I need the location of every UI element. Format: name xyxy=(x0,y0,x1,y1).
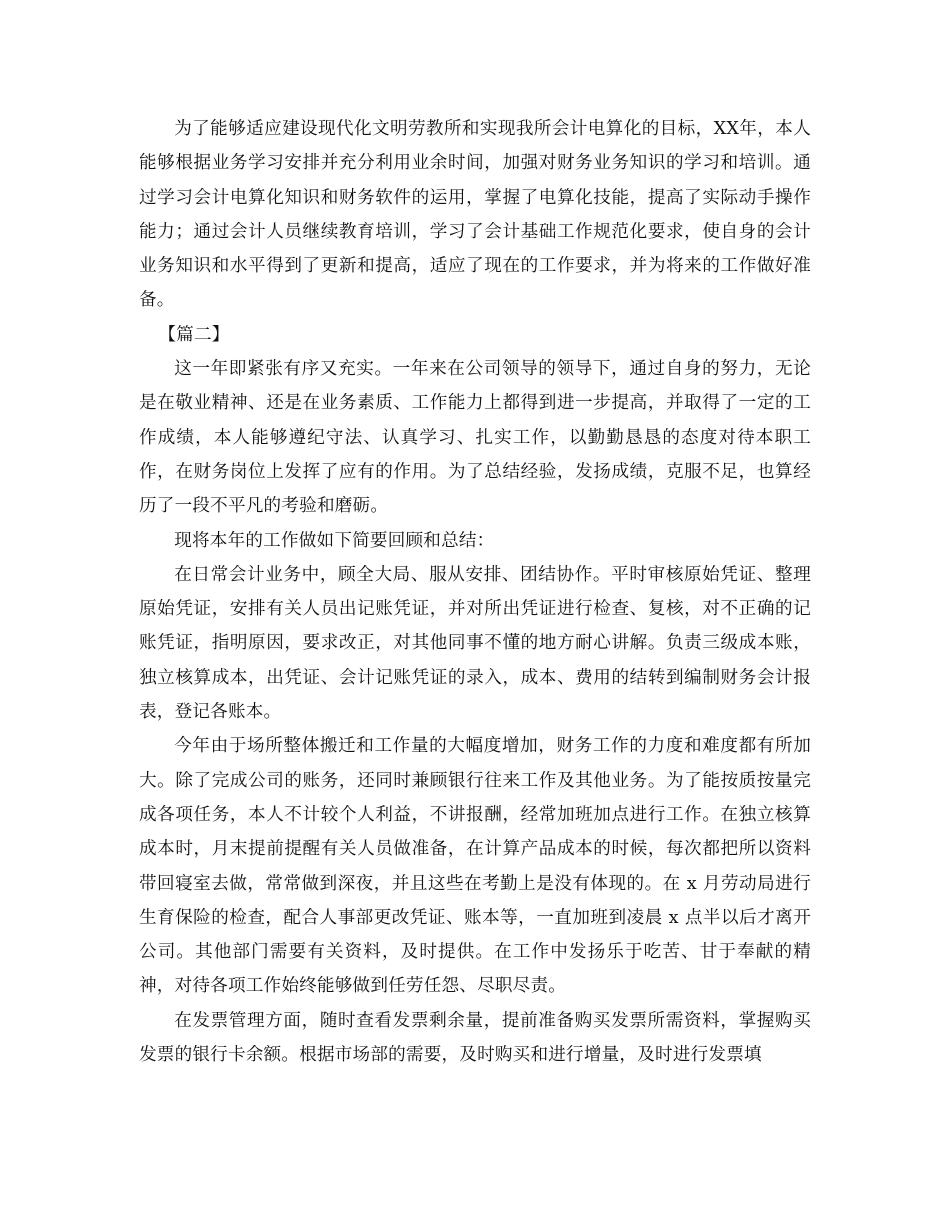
paragraph-year-summary: 这一年即紧张有序又充实。一年来在公司领导的领导下，通过自身的努力，无论是在敬业精神、还是在业务素质、工作能力上都得到进一步提高，并取得了一定的工作成绩，本人能够遵纪守法、认真学习、扎实工作，以勤勤恳恳的态度对待本职工作，在财务岗位上发挥了应有的作用。为了总结经验，发扬成绩，克服不足，也算经历了一段不平凡的考验和磨砺。 xyxy=(139,359,811,517)
paragraph-daily-accounting: 在日常会计业务中，顾全大局、服从安排、团结协作。平时审核原始凭证、整理原始凭证，安排有关人员出记账凭证，并对所出凭证进行检查、复核，对不正确的记账凭证，指明原因，要求改正，对其他同事不懂的地方耐心讲解。负责三级成本账，独立核算成本，出凭证、会计记账凭证的录入，成本、费用的结转到编制财务会计报表，登记各账本。 xyxy=(139,564,811,723)
paragraph-intro: 为了能够适应建设现代化文明劳教所和实现我所会计电算化的目标，XX年，本人能够根据业务学习安排并充分利用业余时间，加强对财务业务知识的学习和培训。通过学习会计电算化知识和财务软件的运用，掌握了电算化技能，提高了实际动手操作能力；通过会计人员继续教育培训，学习了会计基础工作规范化要求，使自身的会计业务知识和水平得到了更新和提高，适应了现在的工作要求，并为将来的工作做好准备。 xyxy=(139,119,811,311)
paragraph-invoice-management: 在发票管理方面，随时查看发票剩余量，提前准备购买发票所需资料，掌握购买发票的银行卡余额。根据市场部的需要，及时购买和进行增量，及时进行发票填 xyxy=(139,1010,811,1066)
paragraph-workload: 今年由于场所整体搬迁和工作量的大幅度增加，财务工作的力度和难度都有所加大。除了完成公司的账务，还同时兼顾银行往来工作及其他业务。为了能按质按量完成各项任务，本人不计较个人利益，不讲报酬，经常加班加点进行工作。在独立核算成本时，月末提前提醒有关人员做准备，在计算产品成本的时候，每次都把所以资料带回寝室去做，常常做到深夜，并且这些在考勤上是没有体现的。在 x 月劳动局进行生育保险的检查，配合人事部更改凭证、账本等，一直加班到凌晨 x 点半以后才离开公司。其他部门需要有关资料，及时提供。在工作中发扬乐于吃苦、甘于奉献的精神，对待各项工作始终能够做到任劳任怨、尽职尽责。 xyxy=(139,736,811,997)
document-body xyxy=(139,112,811,1072)
section-heading: 【篇二】 xyxy=(158,324,230,345)
paragraph-review-intro: 现将本年的工作做如下简要回顾和总结： xyxy=(174,530,495,551)
